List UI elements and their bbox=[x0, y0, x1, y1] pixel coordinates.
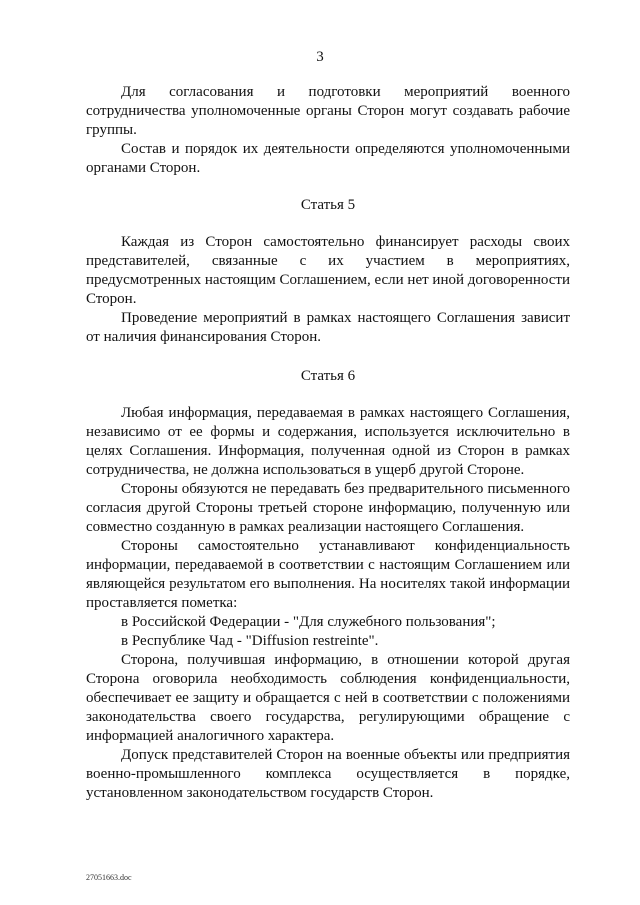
page-number: 3 bbox=[316, 49, 324, 65]
paragraph-composition: Состав и порядок их деятельности определяются уполномоченными органами Сторон. bbox=[86, 141, 570, 176]
paragraph-access: Допуск представителей Сторон на военные объекты или предприятия военно-промышленного комплекса осуществляется в порядке, установленном законодательством государств Сторон. bbox=[86, 747, 570, 801]
paragraph-working-groups: Для согласования и подготовки мероприятий военного сотрудничества уполномоченные органы Сторон могут создавать рабочие группы. bbox=[86, 84, 570, 138]
document-body bbox=[86, 83, 570, 803]
article-5-heading: Статья 5 bbox=[300, 197, 356, 213]
footer-filename: 27051663.doc bbox=[86, 873, 132, 882]
article-6-heading: Статья 6 bbox=[300, 368, 356, 384]
paragraph-third-party-disclosure: Стороны обязуются не передавать без предварительного письменного согласия другой Стороны третьей стороне информацию, полученную или совместно созданную в рамках реализации настоящего Соглашения. bbox=[86, 481, 570, 535]
marking-russia: в Российской Федерации - "Для служебного пользования"; bbox=[121, 614, 496, 630]
paragraph-funding-availability: Проведение мероприятий в рамках настоящего Соглашения зависит от наличия финансирования Сторон. bbox=[86, 310, 570, 345]
paragraph-protection: Сторона, получившая информацию, в отношении которой другая Сторона оговорила необходимость соблюдения конфиденциальности, обеспечивает ее защиту и обращается с ней в соответствии с положениями законодательства своего государства, регулирующими обращение с информацией аналогичного характера. bbox=[86, 652, 570, 744]
marking-chad: в Республике Чад - "Diffusion restreinte". bbox=[121, 633, 379, 649]
paragraph-confidentiality: Стороны самостоятельно устанавливают конфиденциальность информации, передаваемой в соответствии с настоящим Соглашением или являющейся результатом его выполнения. На носителях такой информации проставляется пометка: bbox=[86, 538, 570, 611]
paragraph-information-use: Любая информация, передаваемая в рамках настоящего Соглашения, независимо от ее формы и содержания, используется исключительно в целях Соглашения. Информация, полученная одной из Сторон в рамках сотрудничества, не должна использоваться в ущерб другой Стороне. bbox=[86, 405, 570, 478]
paragraph-financing: Каждая из Сторон самостоятельно финансирует расходы своих представителей, связанные с их участием в мероприятиях, предусмотренных настоящим Соглашением, если нет иной договоренности Сторон. bbox=[86, 234, 570, 307]
